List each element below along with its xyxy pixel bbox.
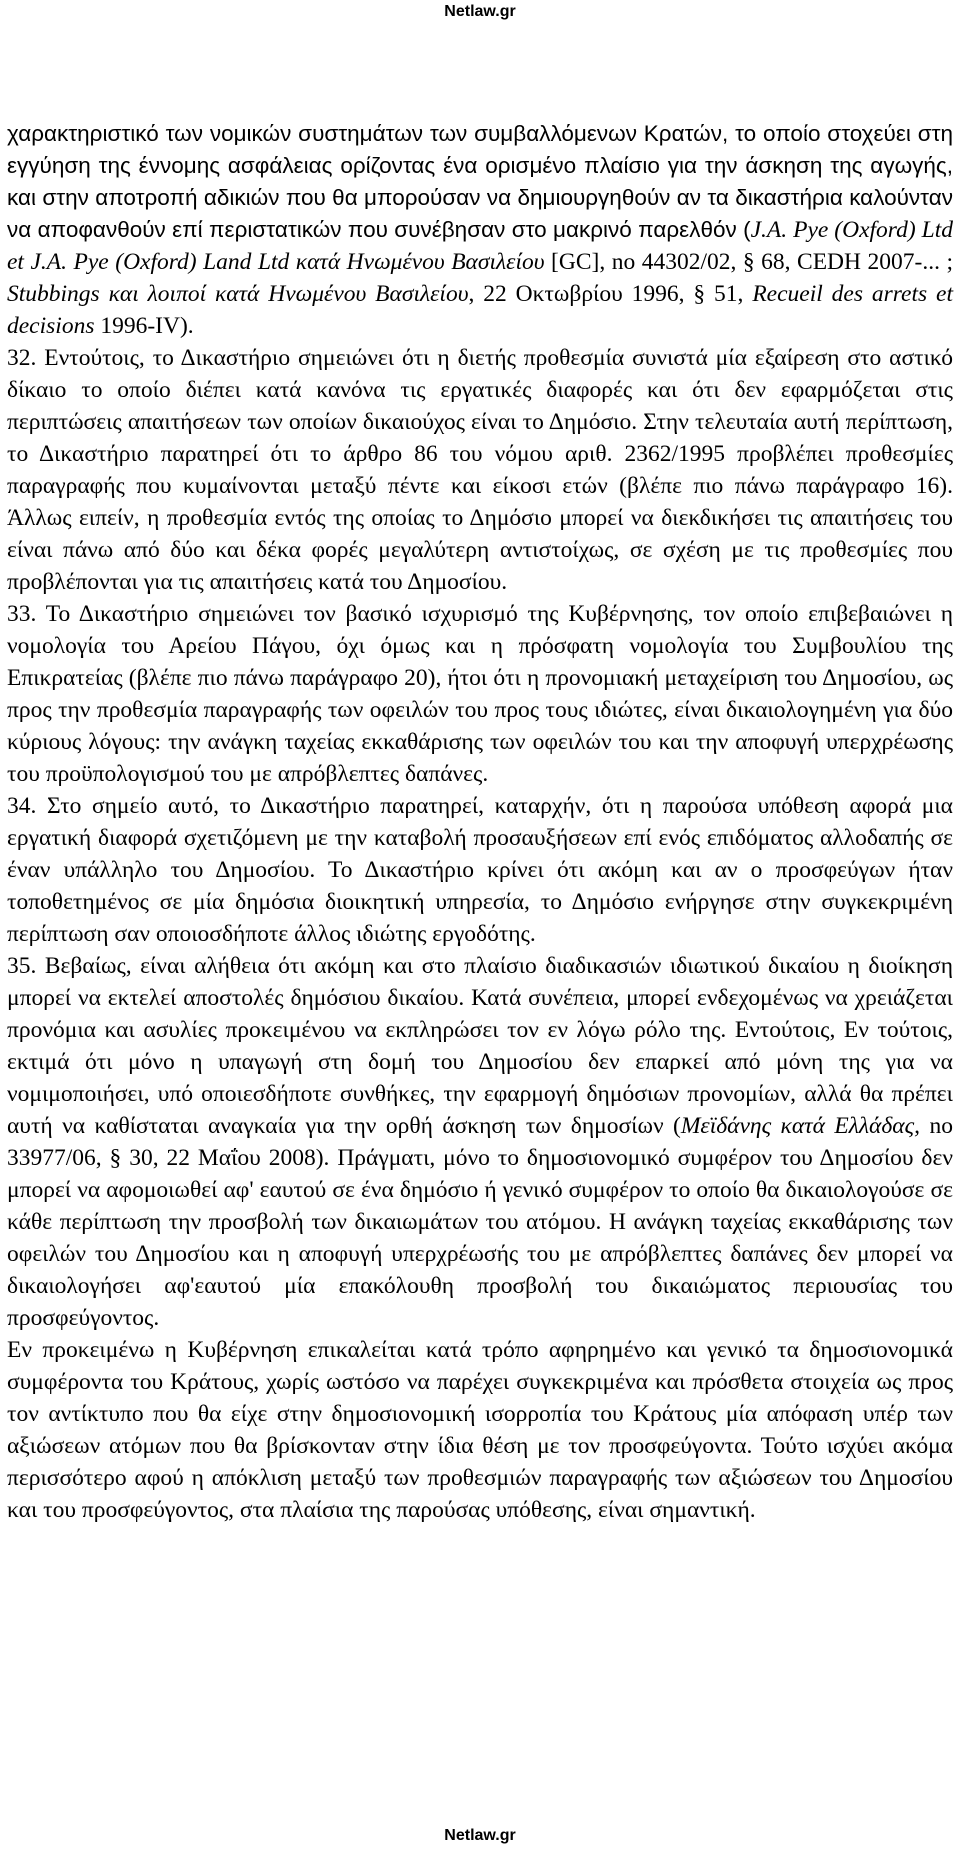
page-footer: Netlaw.gr: [444, 1827, 516, 1844]
paragraph-32: [7, 342, 953, 598]
paragraph-35: [7, 950, 953, 1334]
page-header: Netlaw.gr: [444, 3, 516, 20]
paragraph-33: [7, 598, 953, 790]
text-run: no 33977/06, § 30, 22 Μαΐου 2008). Πράγματι, μόνο το δημοσιονομικό συμφέρον του Δημοσίου δεν μπορεί να αφομοιωθεί αφ' εαυτού σε ένα δημόσιο ή γενικό συμφέρον το οποίο θα δικαιολογούσε σε κάθε περίπτωση την προσβολή των δικαιωμάτων του ατόμου. Η ανάγκη ταχείας εκκαθάρισης των οφειλών του Δημοσίου και η αποφυγή υπερχρέωσής του με απρόβλεπτες δαπάνες δεν μπορεί να δικαιολογήσει αφ'εαυτού μία επακόλουθη προσβολή του δικαιώματος περιουσίας του προσφεύγοντος.: [7, 1113, 953, 1331]
document-body: [7, 118, 953, 1526]
text-run: Εν προκειμένω η Κυβέρνηση επικαλείται κατά τρόπο αφηρημένο και γενικό τα δημοσιονομικά συμφέροντα του Κράτους, χωρίς ωστόσο να παρέχει συγκεκριμένα και πρόσθετα στοιχεία ως προς τον αντίκτυπο που θα είχε στην δημοσιονομική ισορροπία του Κράτους μία απόφαση υπέρ των αξιώσεων ατόμων που θα βρίσκονταν στην ίδια θέση με τον προσφεύγοντα. Τούτο ισχύει ακόμα περισσότερο αφού η απόκλιση μεταξύ των προθεσμιών παραγραφής των αξιώσεων του Δημοσίου και του προσφεύγοντος, στα πλαίσια της παρούσας υπόθεσης, είναι σημαντική.: [7, 1337, 953, 1523]
case-citation: J.A. Pye (Oxford) Ltd et J.A. Pye (Oxford) Land Ltd κατά Ηνωμένου Βασιλείου: [7, 217, 953, 275]
text-run: 1996-IV).: [94, 313, 194, 339]
text-run: 33. Το Δικαστήριο σημειώνει τον βασικό ισχυρισμό της Κυβέρνησης, τον οποίο επιβεβαιώνει η νομολογία του Αρείου Πάγου, όχι όμως και η πρόσφατη νομολογία του Συμβουλίου της Επικρατείας (βλέπε πιο πάνω παράγραφο 20), ήτοι ότι η προνομιακή μεταχείριση του Δημοσίου, ως προς την προθεσμία παραγραφής των οφειλών του προς τους ιδιώτες, είναι δικαιολογημένη για δύο κύριους λόγους: την ανάγκη ταχείας εκκαθάρισης των οφειλών του και την αποφυγή υπερχρέωσης του προϋπολογισμού του με απρόβλεπτες δαπάνες.: [7, 601, 953, 787]
paragraph-conclusion: [7, 1334, 953, 1526]
paragraph-34: [7, 790, 953, 950]
case-citation: Stubbings και λοιποί κατά Ηνωμένου Βασιλείου: [7, 281, 469, 307]
text-run: [GC], no 44302/02, § 68, CEDH 2007-... ;: [544, 249, 954, 275]
text-run: χαρακτηριστικό των νομικών συστημάτων των συμβαλλόμενων Κρατών, το οποίο στοχεύει στη εγγύηση της έννομης ασφάλειας ορίζοντας ένα ορισμένο πλαίσιο για την άσκηση της αγωγής, και στην αποτροπή αδικιών που θα μπορούσαν να δημιουργηθούν αν τα δικαστήρια καλούνταν να αποφανθούν επί περιστατικών που συνέβησαν στο μακρινό παρελθόν (: [7, 121, 953, 242]
text-run: , 22 Οκτωβρίου 1996, § 51,: [468, 281, 753, 307]
paragraph-continuation: [7, 118, 953, 342]
case-citation: Μεϊδάνης κατά Ελλάδας,: [680, 1113, 921, 1139]
text-run: 35. Βεβαίως, είναι αλήθεια ότι ακόμη και στο πλαίσιο διαδικασιών ιδιωτικού δικαίου η διοίκηση μπορεί να εκτελεί αποστολές δημόσιου δικαίου. Κατά συνέπεια, μπορεί ενδεχομένως να χρειάζεται προνόμια και ασυλίες προκειμένου να εκπληρώσει τον εν λόγω ρόλο της. Εντούτοις, Εν τούτοις, εκτιμά ότι μόνο η υπαγωγή στη δομή του Δημοσίου δεν επαρκεί από μόνη της για να νομιμοποιήσει, υπό οποιεσδήποτε συνθήκες, την εφαρμογή δημόσιων προνομίων, αλλά θα πρέπει αυτή να καθίσταται αναγκαία για την ορθή άσκηση των δημοσίων (: [7, 953, 953, 1139]
text-run: 34. Στο σημείο αυτό, το Δικαστήριο παρατηρεί, καταρχήν, ότι η παρούσα υπόθεση αφορά μια εργατική διαφορά σχετιζόμενη με την καταβολή προσαυξήσεων επί ενός επιδόματος αλλοδαπής σε έναν υπάλληλο του Δημοσίου. Το Δικαστήριο κρίνει ότι ακόμη και αν ο προσφεύγων ήταν τοποθετημένος σε μία δημόσια διοικητική υπηρεσία, το Δημόσιο ενήργησε στην συγκεκριμένη περίπτωση σαν οποιοσδήποτε άλλος ιδιώτης εργοδότης.: [7, 793, 953, 947]
text-run: 32. Εντούτοις, το Δικαστήριο σημειώνει ότι η διετής προθεσμία συνιστά μία εξαίρεση στο αστικό δίκαιο το οποίο διέπει κατά κανόνα τις εργατικές διαφορές και ότι δεν εφαρμόζεται στις περιπτώσεις απαιτήσεων των οποίων δικαιούχος είναι το Δημόσιο. Στην τελευταία αυτή περίπτωση, το Δικαστήριο παρατηρεί ότι το άρθρο 86 του νόμου αριθ. 2362/1995 προβλέπει προθεσμίες παραγραφής που κυμαίνονται μεταξύ πέντε και είκοσι ετών (βλέπε πιο πάνω παράγραφο 16). Άλλως ειπείν, η προθεσμία εντός της οποίας το Δημόσιο μπορεί να διεκδικήσει τις απαιτήσεις του είναι πάνω από δύο και δέκα φορές μεγαλύτερη αντιστοίχως, σε σχέση με τις προθεσμίες που προβλέπονται για τις απαιτήσεις κατά του Δημοσίου.: [7, 345, 953, 595]
case-citation: Recueil des arrets et decisions: [7, 281, 954, 339]
